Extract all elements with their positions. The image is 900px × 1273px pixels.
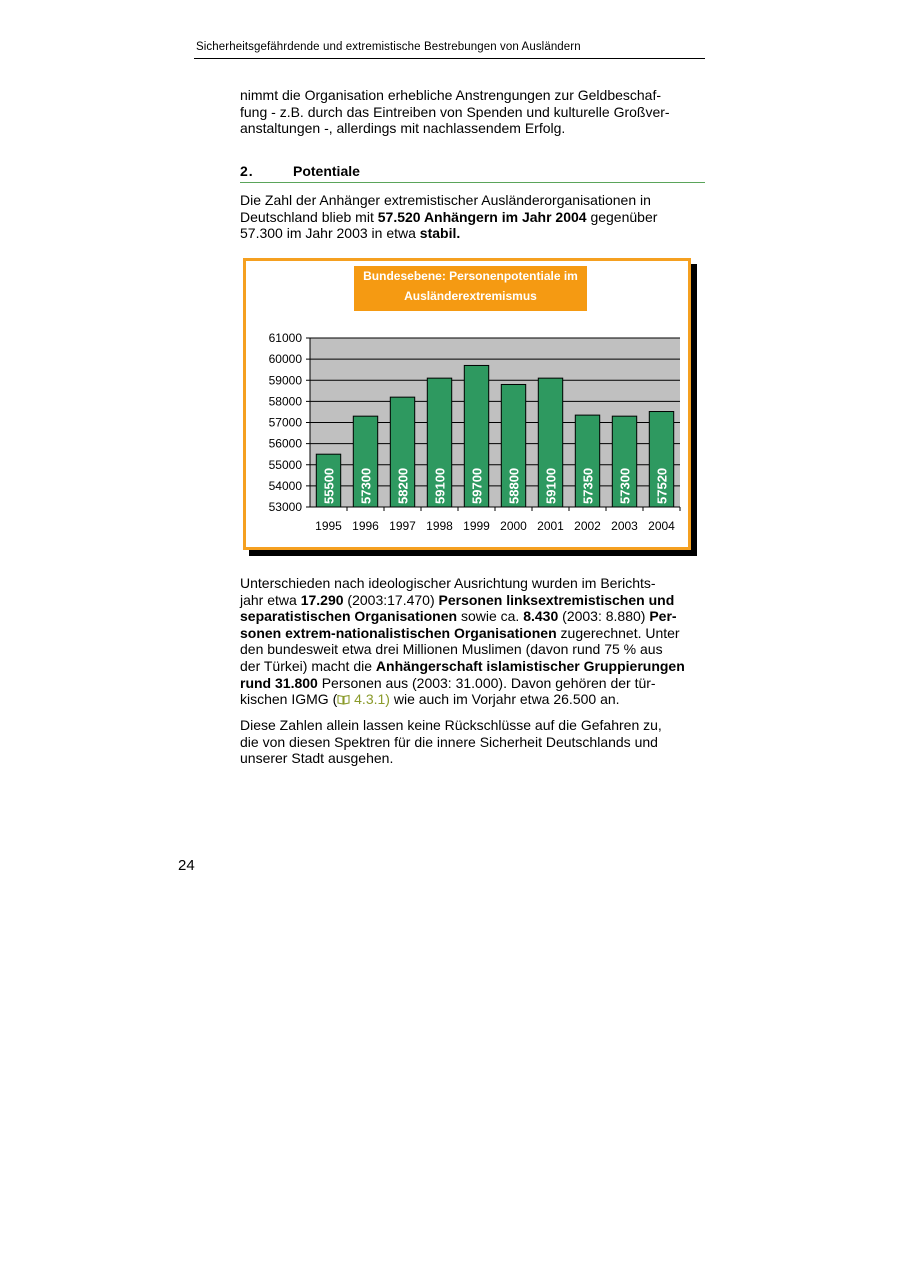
text-run: Deutschland blieb mit	[240, 208, 378, 225]
body-line: Unterschieden nach ideologischer Ausrichtung wurden im Berichts-	[240, 575, 656, 591]
bar-value-label: 59700	[469, 467, 485, 504]
section-rule	[240, 182, 705, 183]
header-rule	[194, 58, 705, 59]
body-line: unserer Stadt ausgehen.	[240, 750, 394, 767]
body-paragraph-2	[240, 717, 704, 767]
body-paragraph-1	[240, 575, 704, 708]
text-run: wie auch im Vorjahr etwa 26.500 an.	[389, 691, 620, 708]
y-tick-label: 54000	[268, 478, 302, 493]
emphasis: separatistischen Organisationen	[240, 608, 458, 625]
bar-value-label: 55500	[321, 467, 337, 504]
section-heading	[240, 163, 705, 183]
text-run: kischen IGMG (	[240, 691, 338, 708]
body-line	[240, 691, 704, 708]
body-line: die von diesen Spektren für die innere Sicherheit Deutschlands und	[240, 733, 658, 750]
x-tick-label: 1996	[352, 519, 379, 533]
y-tick-label: 57000	[268, 415, 302, 430]
emphasis: sonen extrem-nationalistischen Organisationen	[240, 624, 557, 641]
bar-value-label: 57520	[654, 467, 670, 504]
section-title: Potentiale	[293, 163, 360, 179]
intro-paragraph	[240, 87, 704, 137]
y-tick-label: 59000	[268, 373, 302, 388]
emphasis: 57.520 Anhängern im Jahr 2004	[377, 208, 587, 225]
x-tick-label: 2003	[611, 519, 638, 533]
emphasis: stabil.	[419, 225, 461, 242]
y-tick-label: 53000	[268, 500, 302, 514]
cross-reference-link[interactable]	[337, 691, 390, 707]
x-tick-label: 1999	[463, 519, 490, 533]
summary-line: Die Zahl der Anhänger extremistischer Ausländerorganisationen in	[240, 192, 651, 208]
emphasis: Personen linksextremistischen und	[438, 591, 675, 608]
x-tick-label: 1997	[389, 519, 416, 533]
emphasis: 8.430	[523, 608, 559, 625]
text-run: (2003:17.470)	[343, 591, 439, 608]
y-tick-label: 60000	[268, 352, 302, 367]
body-line	[240, 675, 704, 692]
text-run: der Türkei) macht die	[240, 657, 376, 674]
body-line	[240, 625, 704, 642]
y-tick-label: 55000	[268, 457, 302, 472]
text-run: sowie ca.	[457, 608, 524, 625]
emphasis: 17.290	[300, 591, 344, 608]
bar-value-label: 57300	[358, 467, 374, 504]
y-tick-label: 61000	[268, 331, 302, 345]
summary-line	[240, 225, 704, 242]
intro-line: fung - z.B. durch das Eintreiben von Spenden und kulturelle Großver-	[240, 103, 670, 120]
x-tick-label: 2004	[648, 519, 675, 533]
emphasis: Anhängerschaft islamistischer Gruppierungen	[375, 657, 685, 674]
page-number: 24	[178, 857, 195, 874]
emphasis: Per-	[649, 608, 677, 625]
book-icon	[337, 694, 350, 705]
body-line	[240, 658, 704, 675]
cross-reference-text: 4.3.1)	[350, 691, 390, 708]
bar-value-label: 59100	[432, 467, 448, 504]
running-header: Sicherheitsgefährdende und extremistische Bestrebungen von Ausländern	[196, 41, 581, 53]
bar-value-label: 57300	[617, 467, 633, 504]
text-run: gegenüber	[586, 208, 658, 225]
text-run: Personen aus (2003: 31.000). Davon gehören der tür-	[317, 674, 656, 691]
intro-line: nimmt die Organisation erhebliche Anstrengungen zur Geldbeschaf-	[240, 87, 662, 103]
chart-title-line: Bundesebene: Personenpotentiale im	[363, 269, 578, 283]
body-line: Diese Zahlen allein lassen keine Rückschlüsse auf die Gefahren zu,	[240, 717, 662, 733]
text-run: jahr etwa	[240, 591, 301, 608]
summary-paragraph	[240, 192, 704, 242]
body-line	[240, 592, 704, 609]
chart-title	[354, 266, 587, 311]
bar-value-label: 59100	[543, 467, 559, 504]
body-line: den bundesweit etwa drei Millionen Muslimen (davon rund 75 % aus	[240, 641, 663, 658]
text-run: 57.300 im Jahr 2003 in etwa	[240, 225, 420, 242]
bar-value-label: 58200	[395, 467, 411, 504]
x-tick-label: 1998	[426, 519, 453, 533]
x-tick-label: 1995	[315, 519, 342, 533]
section-number: 2.	[240, 163, 254, 179]
text-run: (2003: 8.880)	[558, 608, 650, 625]
emphasis: rund 31.800	[240, 674, 318, 691]
x-tick-label: 2002	[574, 519, 601, 533]
summary-line	[240, 209, 704, 226]
y-tick-label: 56000	[268, 436, 302, 451]
y-tick-label: 58000	[268, 394, 302, 409]
body-line	[240, 608, 704, 625]
x-tick-label: 2001	[537, 519, 564, 533]
bar-value-label: 58800	[506, 467, 522, 504]
text-run: zugerechnet. Unter	[556, 624, 680, 641]
intro-line: anstaltungen -, allerdings mit nachlassendem Erfolg.	[240, 120, 566, 137]
x-tick-label: 2000	[500, 519, 527, 533]
bar-value-label: 57350	[580, 467, 596, 504]
chart-title-line: Ausländerextremismus	[404, 289, 537, 303]
